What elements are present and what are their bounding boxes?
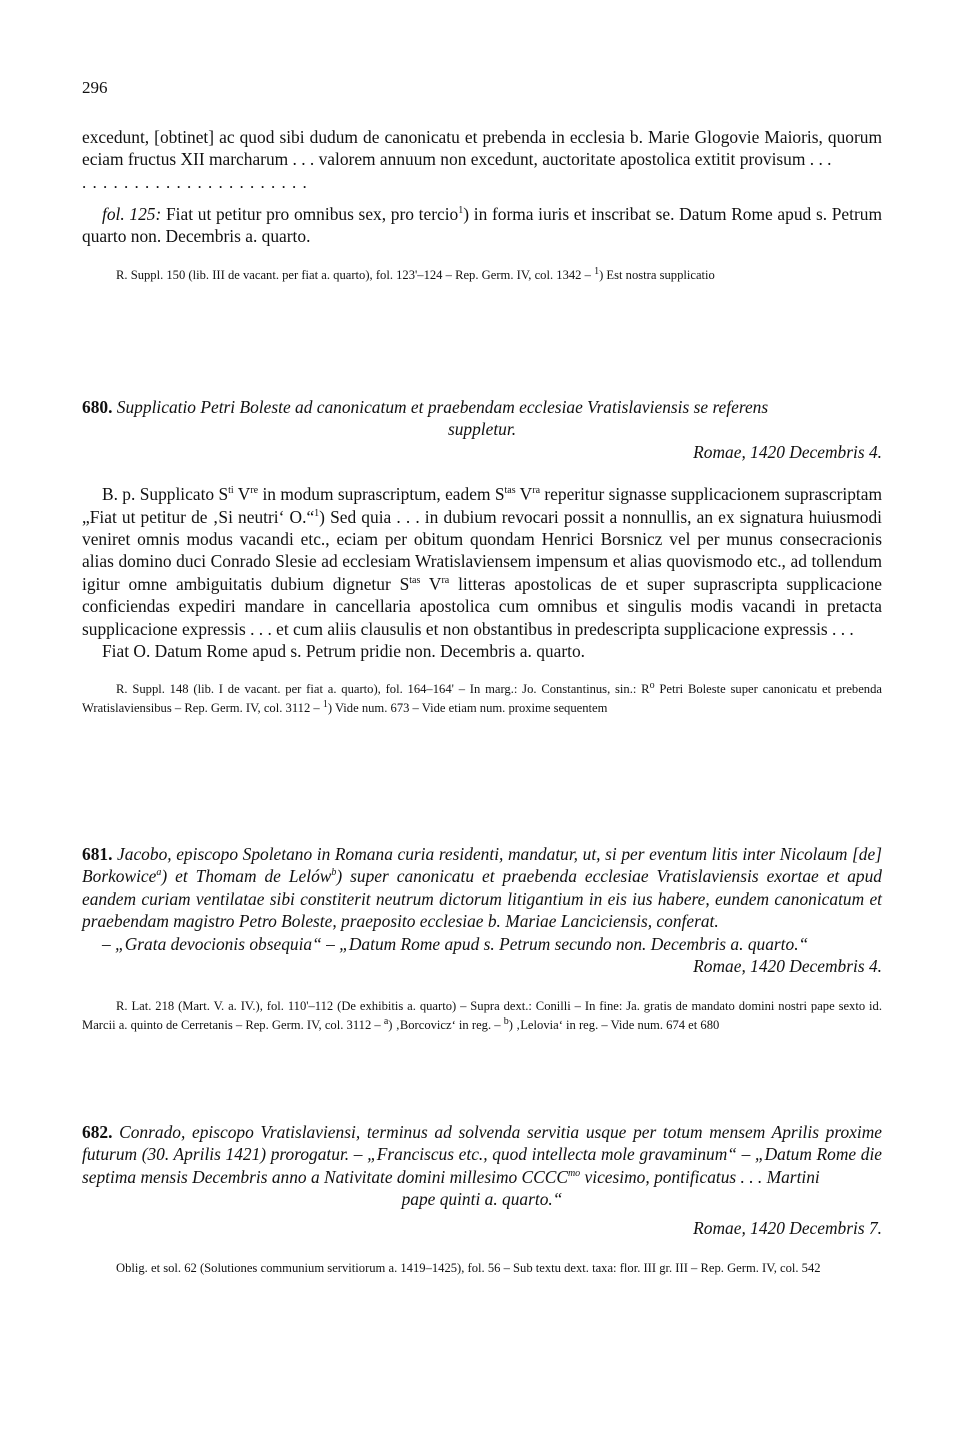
entry-date: Romae, 1420 Decembris 4. [693, 441, 882, 462]
footnote: R. Lat. 218 (Mart. V. a. IV.), fol. 110'–112 (De exhibitis a. quarto) – Supra dext.: Conilli – In fine: Ja. gratis de mandato domini nostri pape sexto id. Marcii a. quinto de Cerretanis – Rep. Germ. IV, col. 3112 – $^a$) ‚Borcovicz‘ in reg. – $^b$) ‚Lelovia‘ in reg. – Vide num. 674 et 680 [82, 999, 882, 1033]
footnote: R. Suppl. 150 (lib. III de vacant. per fiat a. quarto), fol. 123'–124 – Rep. Germ. IV, col. 1342 – $^1$) Est nostra supplicatio [116, 265, 715, 282]
continuation-block [82, 126, 882, 285]
continuation-text: excedunt, [obtinet] ac quod sibi dudum de canonicatu et prebenda in ecclesia b. Marie Glogovie Maioris, quorum eciam fructus XII marcharum . . . valorem annuum non excedunt, auctoritate apostolica extitit provisum . . . [82, 127, 882, 170]
footnote: Oblig. et sol. 62 (Solutiones communium servitiorum a. 1419–1425), fol. 56 – Sub textu dext. taxa: flor. III gr. III – Rep. Germ. IV, col. 542 [116, 1261, 821, 1276]
entry-date: Romae, 1420 Decembris 4. [693, 956, 882, 977]
entry-number: 681. [82, 844, 113, 864]
ellipsis-dots: . . . . . . . . . . . . . . . . . . . . . . [82, 172, 308, 192]
entry-title-cont: suppletur. [447, 419, 517, 440]
entry-title: 682. Conrado, episcopo Vratislaviensi, terminus ad solvenda servitia usque per totum mensem Aprilis proxime futurum (30. Aprilis 1421) prorogatur. – „Franciscus etc., quod intellecta mole gravaminum“ – „Datum Rome die septima mensis Decembris anno a Nativitate domini millesimo $CCCC^{mo}$ vicesimo, pontificatus . . . Martini [82, 1122, 882, 1187]
fol-line: fol. 125: Fiat ut petitur pro omnibus sex, pro tercio$^1$) in forma iuris et inscribat se. Datum Rome apud s. Petrum quarto non. Decembris a. quarto. [82, 203, 882, 247]
entry-title: 680. Supplicatio Petri Boleste ad canonicatum et praebendam ecclesiae Vratislaviensis se referens [82, 397, 769, 417]
entry-date: Romae, 1420 Decembris 7. [693, 1217, 882, 1238]
entry-680 [82, 396, 882, 718]
footnote: R. Suppl. 148 (lib. I de vacant. per fiat a. quarto), fol. 164–164' – In marg.: Jo. Constantinus, sin.: $R^o$ Petri Boleste super canonicatu et prebenda Wratislaviensibus – Rep. Germ. IV, col. 3112 – $^1$) Vide num. 673 – Vide etiam num. proxime sequentem [82, 680, 882, 716]
entry-682 [82, 1121, 882, 1278]
entry-body-closing: Fiat O. Datum Rome apud s. Petrum pridie non. Decembris a. quarto. [102, 641, 585, 662]
entry-number: 682. [82, 1122, 113, 1142]
entry-number: 680. [82, 397, 113, 417]
entry-title: 681. Jacobo, episcopo Spoletano in Romana curia residenti, mandatur, ut, si per eventum litis inter Nicolaum [de] Borkowice$^a$) et Thomam de Lelów$^b$) super canonicatu et praebenda ecclesiae Vratislaviensis exortae et apud eandem curiam ventilatae sibi constiterit neutrum dictorum litigantium in eis ius habere, eundem canonicatum et praebendam magistro Petro Boleste, praeposito ecclesiae b. Mariae Lanciciensis, conferat. [82, 844, 882, 932]
entry-681 [82, 843, 882, 1035]
entry-body: B. p. Supplicato $S^{ti}$ Vre in modum suprascriptum, eadem $S^{tas}$ $V^{ra}$ reperitur signasse supplicacionem suprascriptam „Fiat ut petitur de ‚Si neutri‘ O.“$^1$) Sed quia . . . in dubium revocari possit a nonnullis, an ex signatura huiusmodi veniret omnis modus vacandi etc., eciam per obitum quondam Henrici Borsnicz vel per munus consecracionis alias domino duci Conrado Slesie ad ecclesiam Wratislaviensem impensum et alias quovismodo etc., ad tollendum igitur omne ambiguitatis dubium dignetur $S^{tas}$ $V^{ra}$ litteras apostolicas de et super suprascripta supplicacione conficiendas expediri mandare in cancellaria apostolica cum omnibus et singulis modis vacandi in pretacta supplicacione expressis . . . et cum aliis clausulis et non obstantibus in predescripta supplicacione expressis . . . [82, 484, 883, 639]
entry-incipit: – „Grata devocionis obsequia“ – „Datum Rome apud s. Petrum secundo non. Decembris a. quarto.“ [102, 933, 809, 954]
entry-title-cont: pape quinti a. quarto.“ [401, 1189, 563, 1210]
page-number: 296 [82, 78, 108, 97]
fol-label: fol. 125: [102, 203, 162, 224]
